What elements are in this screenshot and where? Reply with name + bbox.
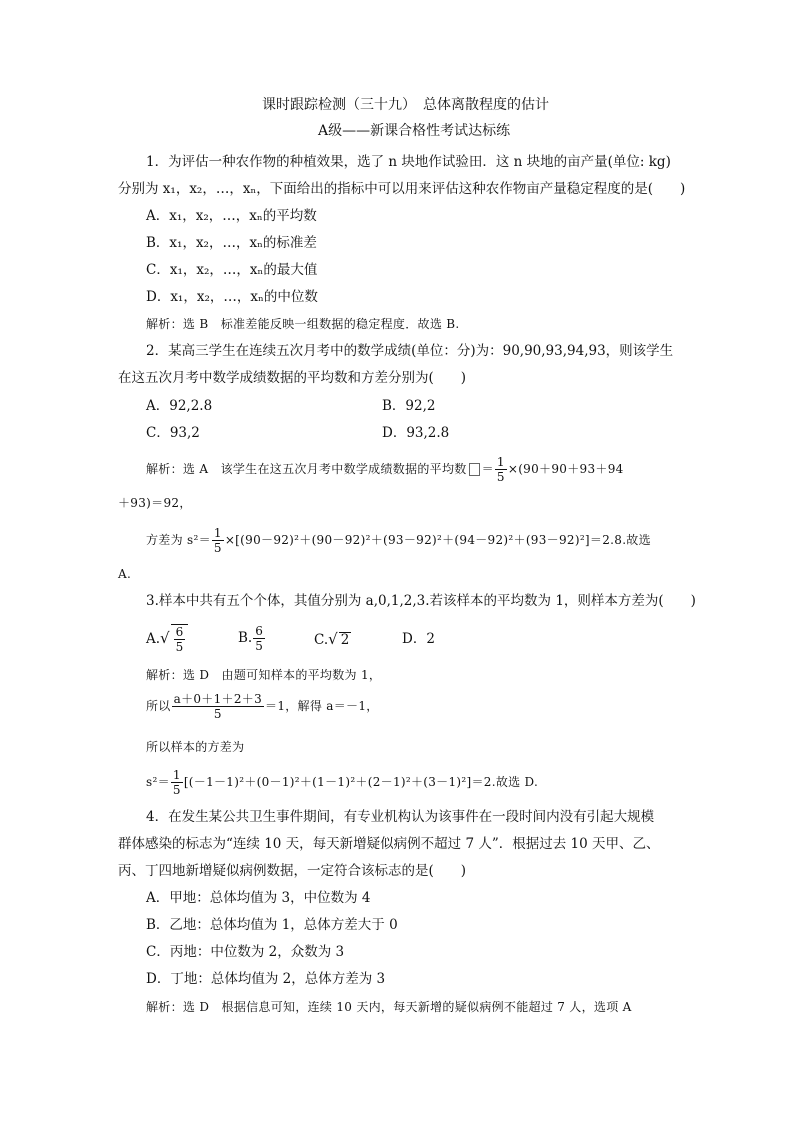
q1-solution: 解析：选 B 标准差能反映一组数据的稳定程度．故选 B. — [146, 317, 460, 331]
q1-option-d: D．x₁，x₂，…，xₙ的中位数 — [146, 289, 318, 305]
variance-expression: [(－1－1)²＋(0－1)²＋(1－1)²＋(2－1)²＋(3－1)²]＝2.故选 D. — [183, 775, 539, 789]
page-title: 课时跟踪检测（三十九） 总体离散程度的估计 — [262, 97, 549, 113]
q3-option-a-fraction — [174, 625, 186, 654]
q4-stem-line2: 群体感染的标志为“连续 10 天，每天新增疑似病例不超过 7 人”．根据过去 10 天甲、乙、 — [118, 836, 660, 852]
sqrt-icon: √ — [160, 629, 170, 647]
q1-stem-line2: 分别为 x₁，x₂，…，xₙ，下面给出的指标中可以用来评估这种农作物亩产量稳定程度的是( ) — [118, 181, 686, 197]
q2-solution-line2: ＋93)＝92， — [118, 496, 192, 510]
q3-variance-fraction — [171, 768, 183, 797]
fraction-denominator: 5 — [496, 470, 505, 484]
q3-option-a-radicand — [171, 624, 189, 654]
q3-mean-fraction — [172, 692, 264, 721]
fraction-denominator: 5 — [172, 783, 181, 797]
so-prefix: 所以 — [146, 699, 171, 713]
q2-option-d: D．93,2.8 — [382, 425, 450, 441]
page-subtitle: A级——新课合格性考试达标练 — [318, 123, 511, 139]
fraction-numerator: 1 — [496, 455, 505, 469]
fraction-numerator: 6 — [175, 625, 184, 639]
fraction-numerator: a＋0＋1＋2＋3 — [173, 692, 263, 706]
fraction-numerator: 1 — [213, 526, 222, 540]
q2-option-b: B．92,2 — [382, 398, 436, 414]
q3-option-b — [238, 624, 266, 653]
q2-fraction-one-fifth — [495, 455, 507, 484]
q3-option-a — [146, 624, 188, 654]
q4-option-b: B．乙地：总体均值为 1，总体方差大于 0 — [146, 917, 398, 933]
q2-variance-fraction — [212, 526, 224, 555]
q3-option-c-radicand: 2 — [340, 632, 350, 648]
q1-option-a: A．x₁，x₂，…，xₙ的平均数 — [146, 208, 317, 224]
q2-option-c: C．93,2 — [146, 425, 200, 441]
q1-stem-line1: 1．为评估一种农作物的种植效果，选了 n 块地作试验田．这 n 块地的亩产量(单位: kg) — [146, 154, 671, 170]
q4-solution: 解析：选 D 根据信息可知，连续 10 天内，每天新增的疑似病例不能超过 7 人，选项 A — [146, 1000, 632, 1014]
fraction-denominator: 5 — [255, 639, 263, 653]
q3-option-c — [314, 630, 351, 649]
q3-solution-line3: 所以样本的方差为 — [146, 740, 245, 754]
q3-solution-line1: 解析：选 D 由题可知样本的平均数为 1， — [146, 668, 382, 682]
q3-solution-line4 — [146, 768, 538, 797]
q1-option-b: B．x₁，x₂，…，xₙ的标准差 — [146, 235, 317, 251]
q3-mean-result: ＝1，解得 a＝－1， — [265, 699, 379, 713]
q2-stem-line2: 在这五次月考中数学成绩数据的平均数和方差分别为( ) — [118, 370, 467, 386]
q4-option-d: D．丁地：总体均值为 2，总体方差为 3 — [146, 971, 386, 987]
variance-prefix: 方差为 s²＝ — [146, 533, 211, 547]
q1-option-c: C．x₁，x₂，…，xₙ的最大值 — [146, 262, 318, 278]
option-label: B. — [238, 630, 253, 646]
q4-option-c: C．丙地：中位数为 2，众数为 3 — [146, 944, 345, 960]
q4-option-a: A．甲地：总体均值为 3，中位数为 4 — [146, 890, 371, 906]
fraction-denominator: 5 — [213, 707, 222, 721]
q4-stem-line1: 4．在发生某公共卫生事件期间，有专业机构认为该事件在一段时间内没有引起大规模 — [146, 809, 655, 825]
variance-prefix: s²＝ — [146, 775, 170, 789]
fraction-numerator: 6 — [255, 624, 263, 638]
q2-option-a: A．92,2.8 — [146, 398, 213, 414]
option-label: A. — [146, 631, 161, 647]
sqrt-icon: √ — [328, 630, 338, 648]
fraction-denominator: 5 — [213, 541, 222, 555]
fraction-numerator: 1 — [172, 768, 181, 782]
q4-stem-line3: 丙、丁四地新增疑似病例数据，一定符合该标志的是( ) — [118, 863, 467, 879]
q2-solution-suffix: ×(90＋90＋93＋94 — [507, 462, 624, 476]
q3-option-b-fraction — [253, 624, 265, 653]
option-label: C. — [314, 632, 329, 648]
q2-solution-line1: 解析：选 A 该学生在这五次月考中数学成绩数据的平均数 ＝ $\frac{1}{5}$ ×(90＋90＋93＋94 — [146, 455, 624, 484]
q2-stem-line1: 2．某高三学生在连续五次月考中的数学成绩(单位：分)为：90,90,93,94,93，则该学生 — [146, 343, 674, 359]
fraction-denominator: 5 — [175, 640, 184, 654]
q3-solution-line2 — [146, 692, 379, 721]
q3-option-d: D．2 — [402, 631, 435, 647]
mean-symbol-icon — [469, 463, 480, 476]
q3-stem: 3.样本中共有五个个体，其值分别为 a,0,1,2,3.若该样本的平均数为 1，则样本方差为( ) — [146, 593, 696, 609]
q2-solution-line4: A. — [118, 567, 132, 581]
q2-solution-prefix: 解析：选 A 该学生在这五次月考中数学成绩数据的平均数 — [146, 462, 467, 476]
q2-solution-line3 — [146, 526, 651, 555]
variance-expression: ×[(90－92)²＋(90－92)²＋(93－92)²＋(94－92)²＋(93－92)²]＝2.8.故选 — [224, 533, 651, 547]
